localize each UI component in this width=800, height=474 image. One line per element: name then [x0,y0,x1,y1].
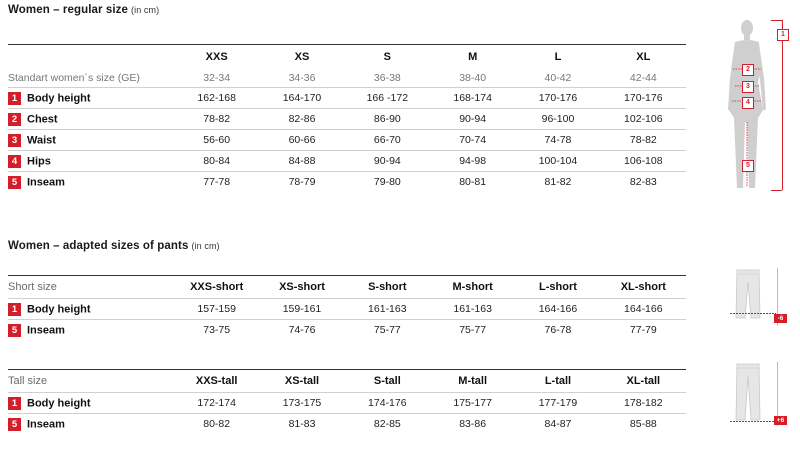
table-row [8,299,686,320]
table-cell: 168-174 [430,88,515,109]
short-size-label: Short size [8,276,174,299]
table-cell: 60-66 [259,130,344,151]
table-cell: 100-104 [515,151,600,172]
standard-size-cell: 34-36 [259,69,344,88]
measure-marker: 5 [742,160,754,172]
table-row [8,130,686,151]
table-cell: 78-82 [601,130,686,151]
table-cell: 90-94 [345,151,430,172]
size-header: XL [601,45,686,69]
tall-pants-figure [730,362,792,426]
table-cell: 81-83 [288,418,316,431]
table-cell: 175-177 [430,393,515,414]
table-cell: 82-86 [259,109,344,130]
table-cell: 164-170 [259,88,344,109]
table-cell: 82-85 [373,418,401,431]
standard-size-cell: 40-42 [515,69,600,88]
table-row [8,414,686,435]
size-header: S [345,45,430,69]
size-header: XXS-tall [174,370,259,393]
table-cell: 79-80 [373,176,401,189]
row-number-badge: 5 [8,324,21,337]
measure-tick [771,190,782,191]
row-number-badge: 3 [8,134,21,147]
row-number-badge: 1 [8,303,21,316]
measure-marker: 2 [742,64,754,76]
size-header: S-tall [345,370,430,393]
table-cell: 96-100 [515,109,600,130]
size-header: XS-short [259,276,344,299]
table-row [8,172,686,193]
regular-title-unit: (in cm) [131,5,160,15]
row-label: Chest [27,113,58,125]
size-header: XXS [174,45,259,69]
table-cell: 81-82 [544,176,572,189]
measure-marker: 4 [742,97,754,109]
table-cell: 162-168 [174,88,259,109]
table-cell: 80-82 [203,418,231,431]
table-cell: 56-60 [174,130,259,151]
size-header: M [430,45,515,69]
table-row [8,151,686,172]
size-header: S-short [345,276,430,299]
table-cell: 78-82 [174,109,259,130]
size-header: M-tall [430,370,515,393]
measure-tick [730,313,776,314]
size-header: M-short [430,276,515,299]
row-number-badge: 5 [8,176,21,189]
measure-tick [771,20,782,21]
table-cell: 173-175 [259,393,344,414]
table-cell: 77-79 [629,324,657,337]
size-offset-badge: -6 [774,314,787,323]
size-header: XS [259,45,344,69]
table-row [8,393,686,414]
table-cell: 85-88 [629,418,657,431]
size-header: L-short [515,276,600,299]
table-cell: 164-166 [601,299,686,320]
row-label: Waist [27,134,56,146]
row-label: Inseam [27,324,65,337]
table-cell: 86-90 [345,109,430,130]
size-header: XL-tall [601,370,686,393]
table-cell: 66-70 [345,130,430,151]
table-cell: 166 -172 [345,88,430,109]
table-row [8,88,686,109]
tall-size-table [8,369,686,435]
table-row [8,320,686,341]
regular-title [8,4,159,16]
table-cell: 77-78 [203,176,231,189]
table-cell: 170-176 [601,88,686,109]
standard-size-cell: 36-38 [345,69,430,88]
short-header-row [8,276,686,299]
table-cell: 75-77 [373,324,401,337]
table-cell: 159-161 [259,299,344,320]
table-cell: 83-86 [459,418,487,431]
regular-header-row [8,45,686,69]
pants-icon [733,362,763,422]
height-measure-line [782,20,783,190]
table-cell: 164-166 [515,299,600,320]
size-header: L-tall [515,370,600,393]
table-cell: 75-77 [459,324,487,337]
regular-header-label [8,45,174,69]
short-size-table [8,275,686,341]
table-cell: 73-75 [203,324,231,337]
body-figure [725,18,791,194]
size-offset-badge: +6 [774,416,787,425]
measure-tick [730,421,776,422]
row-label: Body height [27,397,91,409]
table-cell: 157-159 [174,299,259,320]
table-cell: 170-176 [515,88,600,109]
regular-size-table [8,44,686,193]
table-cell: 74-78 [515,130,600,151]
table-row [8,109,686,130]
standard-size-cell: 32-34 [174,69,259,88]
table-cell: 80-81 [459,176,487,189]
table-cell: 80-84 [174,151,259,172]
table-cell: 90-94 [430,109,515,130]
row-label: Hips [27,155,51,167]
table-cell: 172-174 [174,393,259,414]
table-cell: 178-182 [601,393,686,414]
standard-size-row [8,69,686,88]
size-header: XL-short [601,276,686,299]
table-cell: 84-88 [259,151,344,172]
tall-header-row [8,370,686,393]
table-cell: 177-179 [515,393,600,414]
row-number-badge: 5 [8,418,21,431]
row-number-badge: 1 [8,92,21,105]
measure-marker: 3 [742,81,754,93]
table-cell: 84-87 [544,418,572,431]
table-cell: 94-98 [430,151,515,172]
table-cell: 102-106 [601,109,686,130]
table-cell: 78-79 [288,176,316,189]
standard-size-label: Standart women´s size (GE) [8,69,174,88]
row-label: Inseam [27,418,65,431]
row-number-badge: 4 [8,155,21,168]
table-cell: 161-163 [345,299,430,320]
tall-size-label: Tall size [8,370,174,393]
size-header: L [515,45,600,69]
adapted-title-text: Women – adapted sizes of pants [8,240,189,252]
short-pants-figure [730,268,792,326]
table-cell: 106-108 [601,151,686,172]
size-header: XS-tall [259,370,344,393]
row-label: Body height [27,92,91,104]
measure-marker: 1 [777,29,789,41]
standard-size-cell: 38-40 [430,69,515,88]
table-cell: 174-176 [345,393,430,414]
row-number-badge: 1 [8,397,21,410]
table-cell: 74-76 [288,324,316,337]
table-cell: 161-163 [430,299,515,320]
row-label: Inseam [27,176,65,189]
regular-title-text: Women – regular size [8,4,129,16]
table-cell: 82-83 [629,176,657,189]
row-label: Body height [27,303,91,315]
standard-size-cell: 42-44 [601,69,686,88]
adapted-title-unit: (in cm) [191,241,220,251]
row-number-badge: 2 [8,113,21,126]
table-cell: 70-74 [430,130,515,151]
table-cell: 76-78 [544,324,572,337]
size-header: XXS-short [174,276,259,299]
adapted-title [8,240,220,252]
